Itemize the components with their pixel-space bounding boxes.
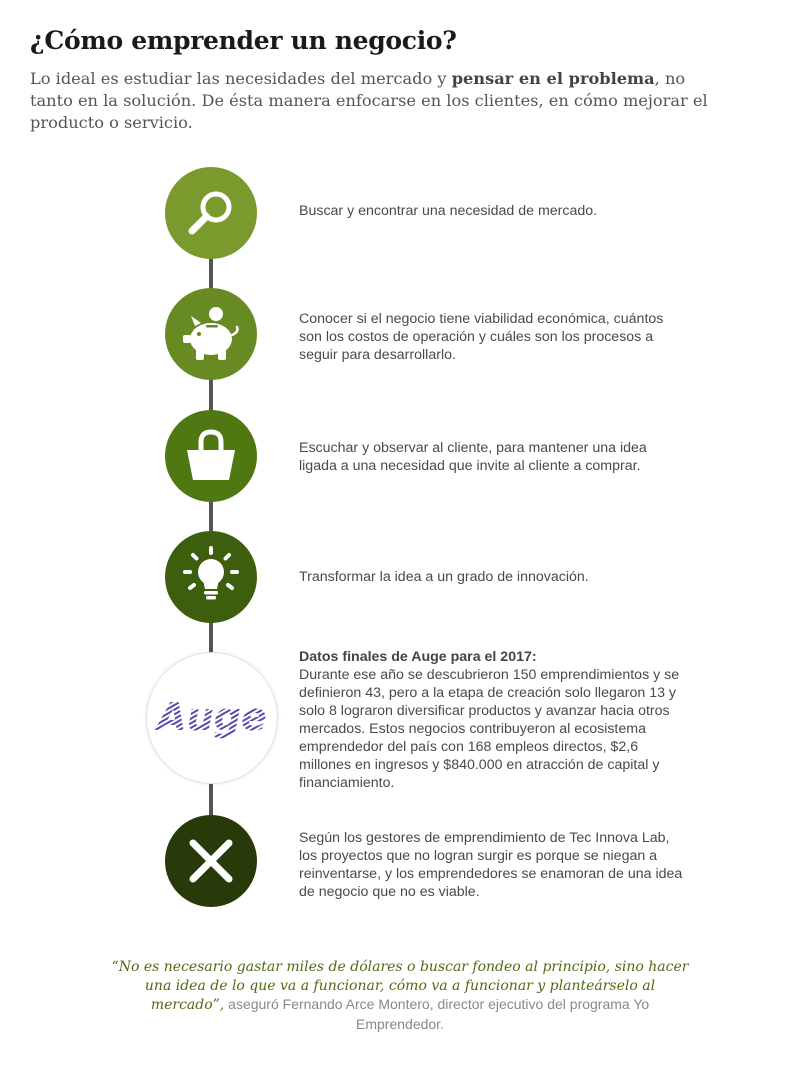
x-icon — [184, 834, 238, 888]
step-1-text: Buscar y encontrar una necesidad de mercado. — [299, 203, 598, 219]
step-6-circle — [165, 815, 257, 907]
auge-heading: Datos finales de Auge para el 2017: — [299, 649, 537, 665]
intro-emphasis: pensar en el problema — [451, 69, 655, 88]
step-5-text — [299, 648, 684, 792]
step-2-circle — [165, 288, 257, 380]
shopping-bag-icon — [181, 426, 241, 486]
intro-text-start: Lo ideal es estudiar las necesidades del mercado y — [30, 69, 452, 88]
piggy-bank-icon — [179, 302, 243, 366]
auge-logo-text: Auge — [157, 695, 267, 739]
magnifier-icon — [183, 185, 239, 241]
quote-attribution: aseguró Fernando Arce Montero, director ejecutivo del programa Yo Emprendedor. — [224, 996, 650, 1032]
step-4-text: Transformar la idea a un grado de innovación. — [299, 569, 589, 585]
intro-text-end: , no tanto en la solución. De ésta manera enfocarse en los clientes, en cómo mejorar el producto o servicio. — [30, 69, 708, 132]
page-title: ¿Cómo emprender un negocio? — [30, 26, 457, 55]
step-1-circle — [165, 167, 257, 259]
quote-text: “No es necesario gastar miles de dólares o buscar fondeo al principio, sino hacer una idea de lo que va a funcionar, cómo va a funcionar y planteárselo al mercado”, — [111, 959, 689, 1013]
auge-logo — [154, 688, 270, 748]
step-3-circle — [165, 410, 257, 502]
step-4-circle — [165, 531, 257, 623]
lightbulb-icon — [179, 545, 243, 609]
step-5-circle — [146, 652, 278, 784]
step-3-text: Escuchar y observar al cliente, para mantener una idea ligada a una necesidad que invite al cliente a comprar. — [299, 440, 647, 474]
auge-body: Durante ese año se descubrieron 150 emprendimientos y se definieron 43, pero a la etapa de creación solo llegaron 13 y solo 8 lograron diversificar productos y avanzar hacia otros mercados. Estos negocios contribuyeron al ecosistema emprendedor del país con 168 empleos directos, $2,6 millones en ingresos y $840.000 en atracción de capital y financiamiento. — [299, 667, 680, 791]
step-2-text: Conocer si el negocio tiene viabilidad económica, cuántos son los costos de operación y cuáles son los procesos a seguir para desarrollarlo. — [299, 311, 664, 363]
closing-quote — [110, 958, 690, 1034]
step-6-text: Según los gestores de emprendimiento de Tec Innova Lab, los proyectos que no logran surgir es porque se niegan a reinventarse, y los emprendedores se enamoran de una idea de negocio que no es viable. — [299, 830, 683, 900]
